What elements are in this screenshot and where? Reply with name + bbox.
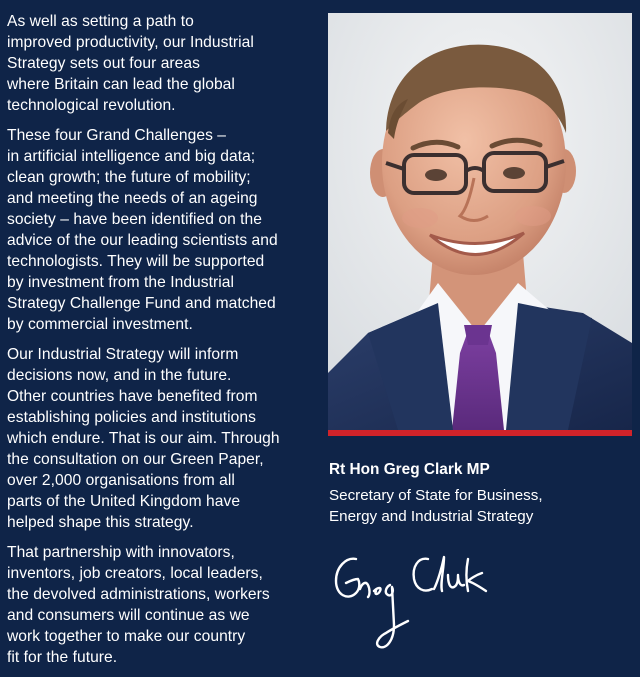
text-line: and consumers will continue as we [7,607,250,624]
person-role [329,485,629,527]
text-line: Strategy Challenge Fund and matched [7,295,276,312]
text-line: advice of the our leading scientists and [7,232,278,249]
text-line: society – have been identified on the [7,211,262,228]
text-line: by investment from the Industrial [7,274,234,291]
text-line: helped shape this strategy. [7,514,194,531]
partnership-paragraph [7,542,319,668]
text-line: fit for the future. [7,649,118,666]
text-line: inventors, job creators, local leaders, [7,565,263,582]
text-line: the devolved administrations, workers [7,586,270,603]
text-line: the consultation on our Green Paper, [7,451,264,468]
grand-challenges-paragraph [7,125,319,335]
body-text [7,11,319,677]
text-line: technologists. They will be supported [7,253,265,270]
text-line: Our Industrial Strategy will inform [7,346,239,363]
text-line: That partnership with innovators, [7,544,235,561]
text-line: and meeting the needs of an ageing [7,190,258,207]
accent-bar [328,430,632,436]
person-name: Rt Hon Greg Clark MP [329,461,490,478]
strategy-paragraph [7,344,319,533]
text-line: improved productivity, our Industrial [7,34,254,51]
portrait-caption [329,460,629,527]
text-line: technological revolution. [7,97,176,114]
text-line: in artificial intelligence and big data; [7,148,256,165]
text-line: As well as setting a path to [7,13,194,30]
text-line: by commercial investment. [7,316,193,333]
role-line: Energy and Industrial Strategy [329,508,534,525]
text-line: clean growth; the future of mobility; [7,169,251,186]
text-line: where Britain can lead the global [7,76,235,93]
text-line: parts of the United Kingdom have [7,493,241,510]
text-line: Strategy sets out four areas [7,55,200,72]
text-line: These four Grand Challenges – [7,127,227,144]
text-line: work together to make our country [7,628,246,645]
text-line: which endure. That is our aim. Through [7,430,280,447]
text-line: decisions now, and in the future. [7,367,232,384]
text-line: over 2,000 organisations from all [7,472,235,489]
role-line: Secretary of State for Business, [329,487,543,504]
intro-paragraph [7,11,319,116]
signature [330,545,500,655]
text-line: Other countries have benefited from [7,388,258,405]
portrait-photo [328,13,632,430]
text-line: establishing policies and institutions [7,409,256,426]
